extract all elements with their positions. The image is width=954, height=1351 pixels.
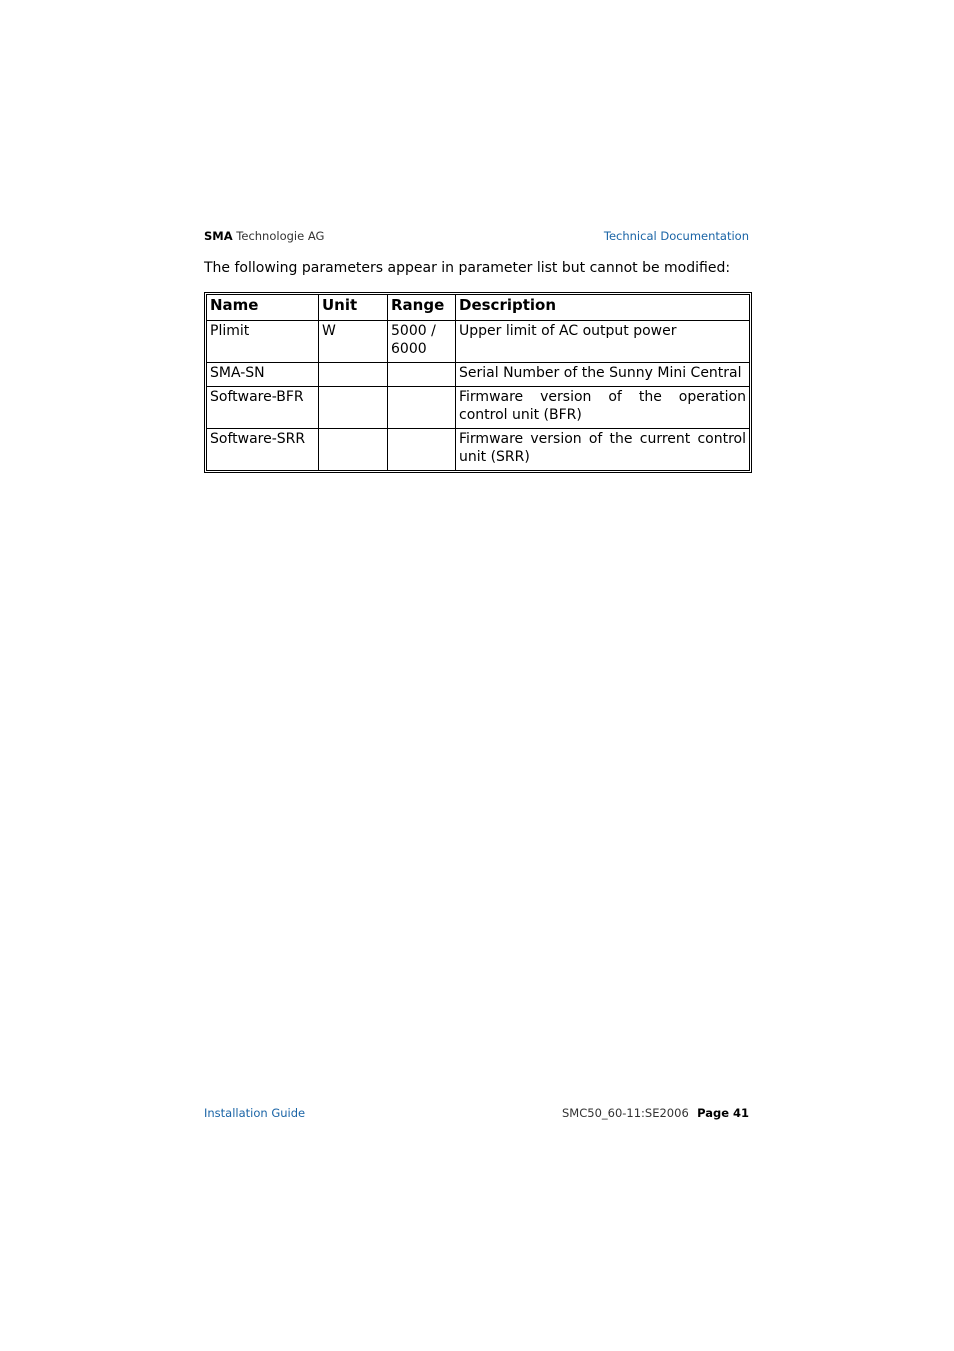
footer-guide-title: Installation Guide xyxy=(204,1106,306,1120)
cell-range xyxy=(388,429,456,471)
parameter-table xyxy=(206,294,750,471)
table-row xyxy=(207,321,750,363)
column-header-unit: Unit xyxy=(319,295,388,321)
cell-description: Serial Number of the Sunny Mini Central xyxy=(456,363,750,387)
table-row xyxy=(207,429,750,471)
cell-unit xyxy=(319,429,388,471)
page-number: Page 41 xyxy=(697,1106,749,1120)
column-header-name: Name xyxy=(207,295,319,321)
cell-description: Firmware version of the operation control unit (BFR) xyxy=(456,387,750,429)
cell-name: Plimit xyxy=(207,321,319,363)
footer-document-code: SMC50_60-11:SE2006 xyxy=(562,1106,689,1120)
company-name xyxy=(204,229,324,243)
cell-name: SMA-SN xyxy=(207,363,319,387)
table-row xyxy=(207,363,750,387)
cell-description: Firmware version of the current control unit (SRR) xyxy=(456,429,750,471)
page-footer xyxy=(204,1106,749,1122)
table-row xyxy=(207,387,750,429)
parameter-table-frame xyxy=(204,292,752,473)
cell-unit xyxy=(319,387,388,429)
table-header-row xyxy=(207,295,750,321)
intro-paragraph: The following parameters appear in parameter list but cannot be modified: xyxy=(204,260,731,276)
cell-description: Upper limit of AC output power xyxy=(456,321,750,363)
page-header xyxy=(204,229,749,245)
cell-range xyxy=(388,363,456,387)
cell-name: Software-BFR xyxy=(207,387,319,429)
column-header-range: Range xyxy=(388,295,456,321)
company-brand-rest: Technologie AG xyxy=(236,229,325,243)
cell-name: Software-SRR xyxy=(207,429,319,471)
cell-unit xyxy=(319,363,388,387)
column-header-description: Description xyxy=(456,295,750,321)
cell-range xyxy=(388,387,456,429)
document-type: Technical Documentation xyxy=(603,229,749,243)
company-brand-bold: SMA xyxy=(204,229,233,243)
cell-range: 5000 / 6000 xyxy=(388,321,456,363)
cell-unit: W xyxy=(319,321,388,363)
